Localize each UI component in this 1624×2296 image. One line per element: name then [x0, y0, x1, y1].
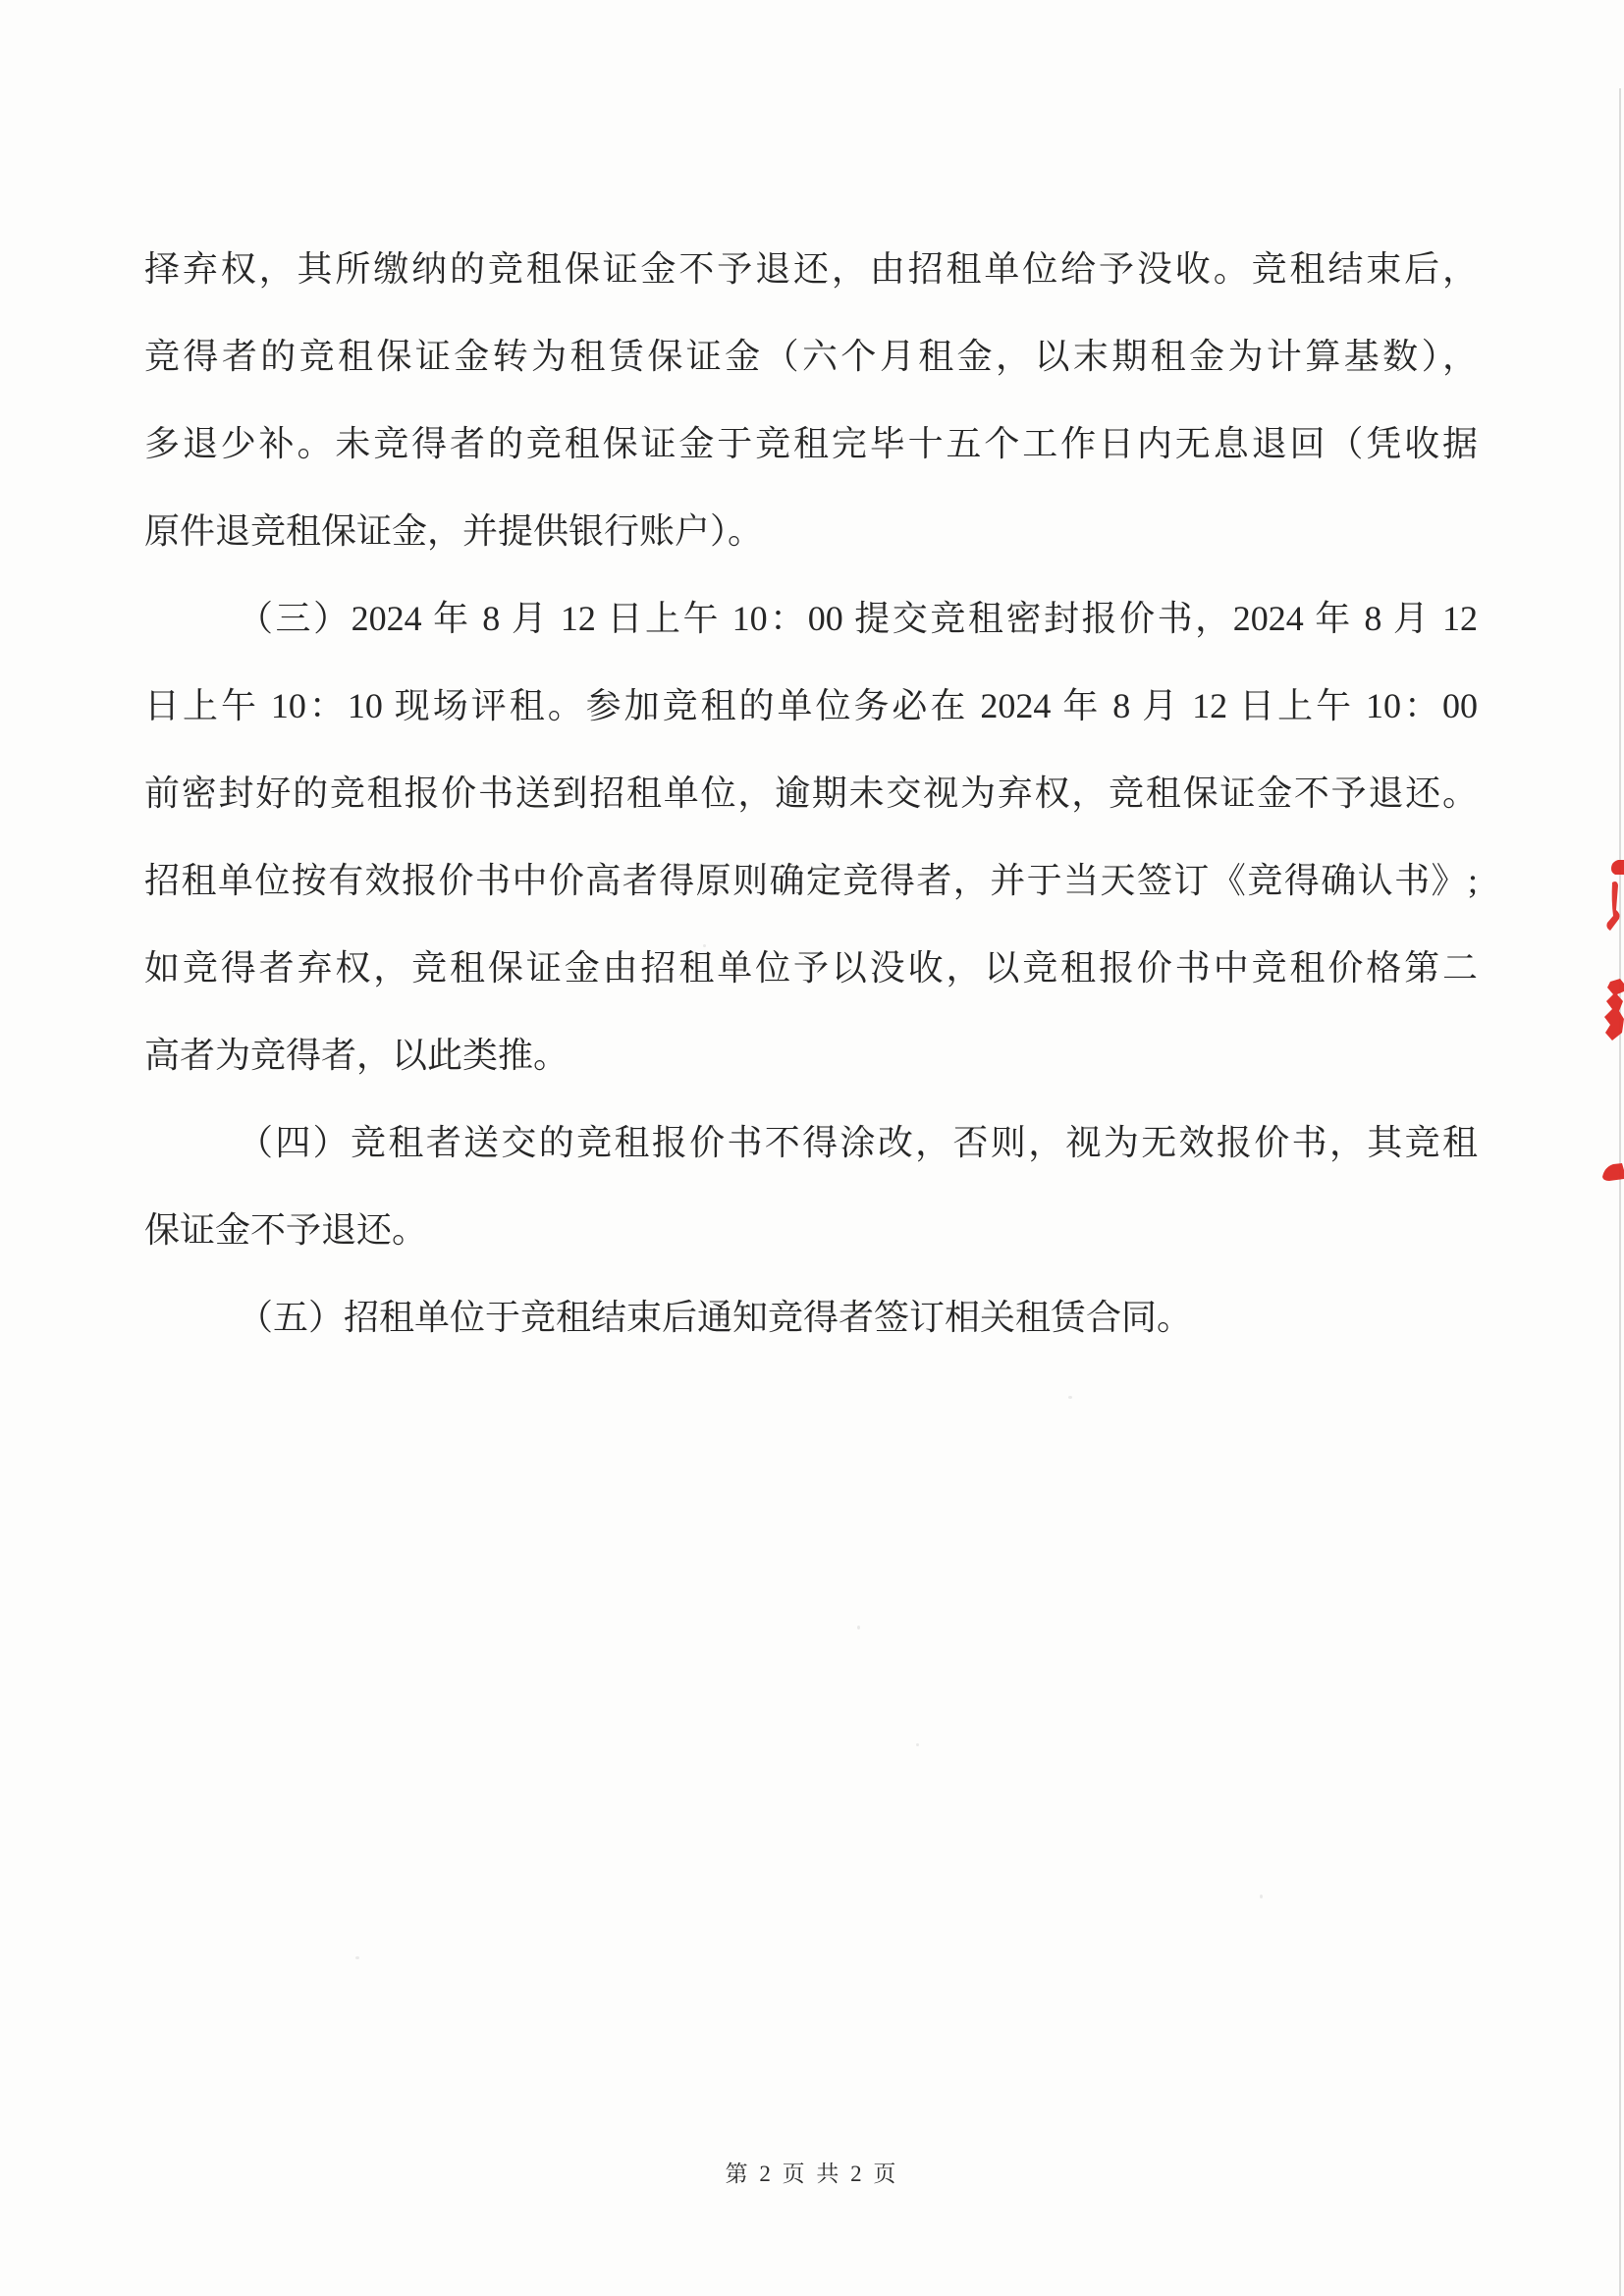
- page-number-footer: 第 2 页 共 2 页: [725, 2162, 899, 2186]
- document-body: [144, 226, 1478, 1362]
- red-ink-stamp-fragments: [1583, 815, 1624, 1207]
- scan-speck: [857, 1626, 860, 1629]
- body-line: 择弃权，其所缴纳的竞租保证金不予退还，由招租单位给予没收。竞租结束后，: [144, 249, 1478, 289]
- red-ink-fragment-blob: [1604, 979, 1624, 1041]
- red-ink-fragment-stroke: [1606, 881, 1619, 931]
- body-line: 原件退竞租保证金，并提供银行账户）。: [144, 511, 764, 551]
- body-line: 多退少补。未竞得者的竞租保证金于竞租完毕十五个工作日内无息退回（凭收据: [144, 424, 1478, 463]
- scan-speck: [355, 1956, 359, 1959]
- body-line: 招租单位按有效报价书中价高者得原则确定竞得者，并于当天签订《竞得确认书》;: [144, 861, 1478, 900]
- body-line: 日上午 10：10 现场评租。参加竞租的单位务必在 2024 年 8 月 12 日上午 10：00: [144, 686, 1478, 725]
- scan-speck: [916, 1743, 919, 1746]
- body-line: 保证金不予退还。: [144, 1210, 428, 1250]
- body-line: 如竞得者弃权，竞租保证金由招租单位予以没收，以竞租报价书中竞租价格第二: [144, 948, 1478, 988]
- body-line: 竞得者的竞租保证金转为租赁保证金（六个月租金，以末期租金为计算基数），: [144, 337, 1478, 376]
- body-line paragraph-start: （四）竞租者送交的竞租报价书不得涂改，否则，视为无效报价书，其竞租: [238, 1123, 1478, 1162]
- scan-speck: [1260, 1895, 1263, 1898]
- body-line paragraph-start: （三）2024 年 8 月 12 日上午 10：00 提交竞租密封报价书，2024 年 8 月 12: [238, 599, 1478, 638]
- scan-speck: [703, 944, 706, 947]
- body-line: 前密封好的竞租报价书送到招租单位，逾期未交视为弃权，竞租保证金不予退还。: [144, 774, 1478, 813]
- red-ink-fragment-dot: [1611, 860, 1624, 875]
- scan-speck: [1068, 1396, 1072, 1399]
- red-ink-fragment-wedge: [1602, 1163, 1624, 1181]
- body-line paragraph-start: （五）招租单位于竞租结束后通知竞得者签订相关租赁合同。: [238, 1298, 1193, 1337]
- body-line: 高者为竞得者，以此类推。: [144, 1036, 569, 1075]
